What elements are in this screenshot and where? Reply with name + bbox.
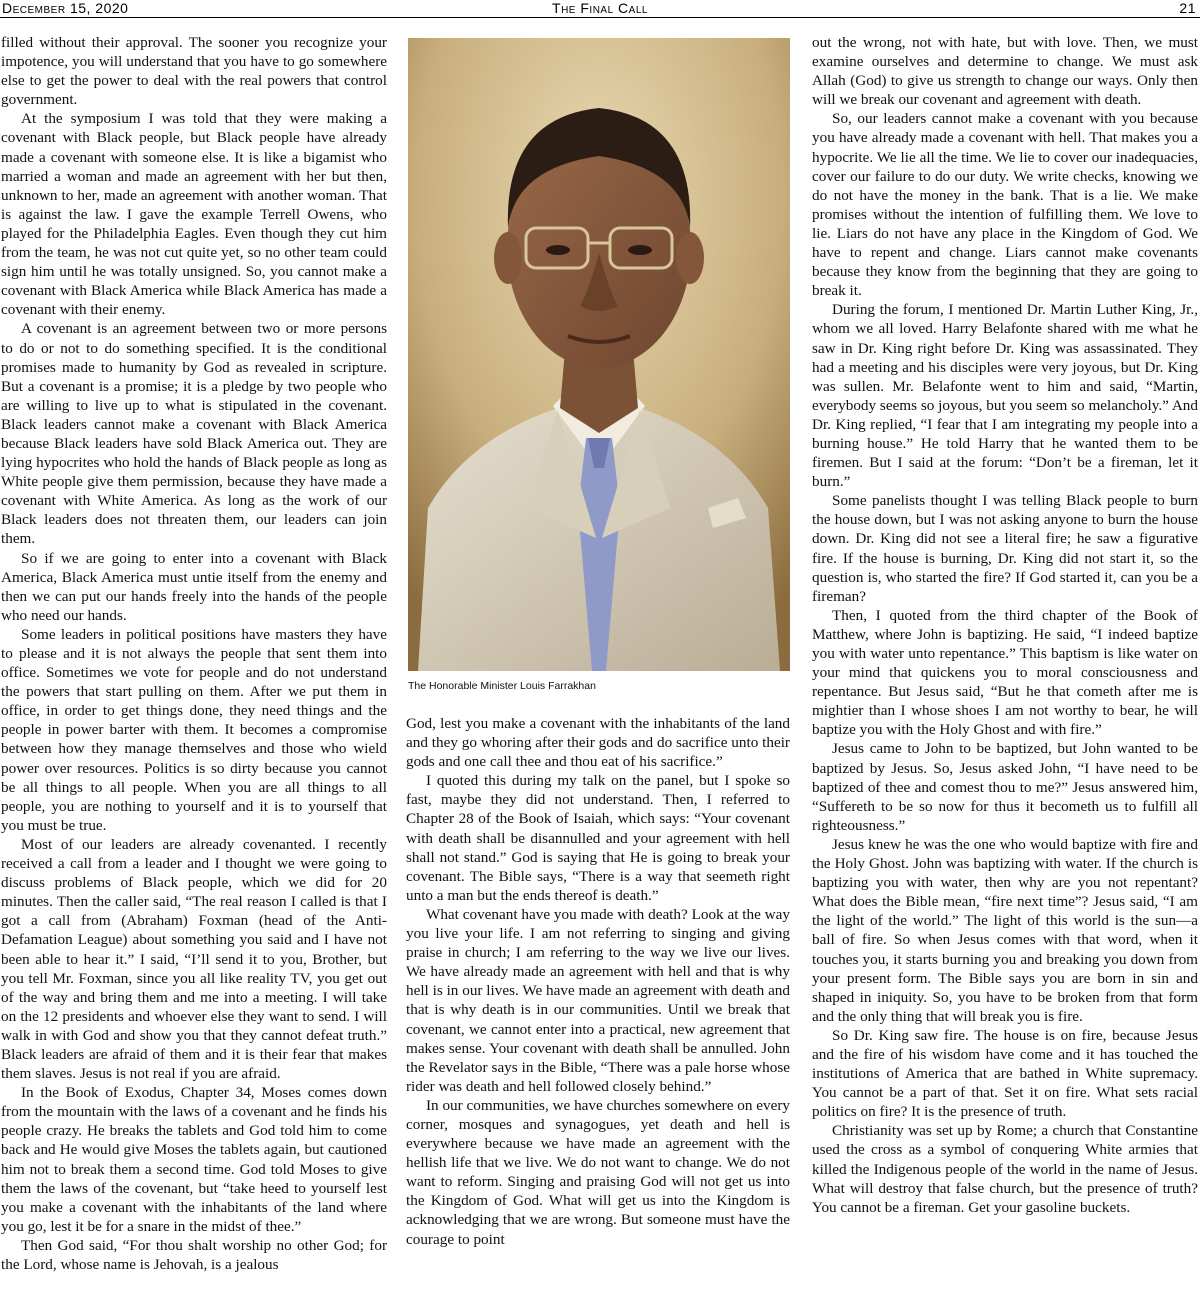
- paragraph: What covenant have you made with death? Look at the way you live your life. I am not referring to singing and giving praise in church; I am referring to the way we live our lives. We have already made an agreement with hell and that is why hell is in our lives. We have made an agreement with death and that is why death is in our communities. Until we break that covenant, we cannot enter into a practical, new agreement that makes sense. Your covenant with death shall be annulled. John the Revelator says in the Bible, “There was a pale horse whose rider was death and hell followed closely behind.”: [406, 905, 790, 1095]
- paragraph: Jesus knew he was the one who would baptize with fire and the Holy Ghost. John was baptizing with water. If the church is baptizing you with water, then why are you not repentant? What does the Bible mean, “fire next time”? Jesus said, “I am the light of the world.” The light of this world is the sun—a ball of fire. So when Jesus comes with that word, when it touches you, it starts burning you and breaking you down from your present form. The Bible says you are born in sin and shaped in iniquity. So, you have to be broken from that form and the only thing that will break you is fire.: [812, 835, 1198, 1025]
- paragraph: During the forum, I mentioned Dr. Martin Luther King, Jr., whom we all loved. Harry Belafonte shared with me what he saw in Dr. King right before Dr. King was assassinated. They had a meeting and his disciples were very joyous, but Dr. King was sullen. Mr. Belafonte went to him and said, “Martin, everybody seems so joyous, but you seem so melancholy.” And Dr. King replied, “I fear that I am integrating my people into a burning house.” He told Harry that he wanted them to be firemen. But I said at the forum: “Don’t be a fireman, let it burn.”: [812, 301, 1198, 491]
- paragraph: In our communities, we have churches somewhere on every corner, mosques and synagogues, yet death and hell is everywhere because we have made an agreement with the hellish life that we live. We do not want to change. We do not want to reform. Singing and praising God will not get us into the Kingdom of God. What will get us into the Kingdom is acknowledging that we are wrong. But someone must have the courage to point: [406, 1096, 790, 1248]
- issue-date: December 15, 2020: [2, 0, 129, 16]
- portrait-photo: [408, 38, 790, 671]
- article-column-1: [1, 33, 387, 1295]
- paragraph: filled without their approval. The sooner you recognize your impotence, you will understand that you have to go somewhere else to get the power to deal with the real powers that control government.: [1, 34, 387, 109]
- paragraph: God, lest you make a covenant with the inhabitants of the land and they go whoring after their gods and do sacrifice unto their gods and one call thee and thou eat of his sacrifice.”: [406, 715, 790, 771]
- paragraph: So, our leaders cannot make a covenant with you because you have already made a covenant with hell. That makes you a hypocrite. We lie all the time. We lie to cover our inadequacies, cover our failure to do our duty. We write checks, knowing we do not have the money in the bank. That is a lie. We make promises without the intention of fulfilling them. We love to lie. Liars do not have any place in the Kingdom of God. We have to repent and change. Liars cannot make covenants because they know from the beginning that they are going to break it.: [812, 110, 1198, 300]
- article-column-2: [406, 714, 790, 1298]
- page-number: 21: [1179, 0, 1196, 16]
- paragraph: Then, I quoted from the third chapter of the Book of Matthew, where John is baptizing. He said, “I indeed baptize you with water unto repentance.” This baptism is like water on your mind that quickens you to moral consciousness and repentance. But Jesus said, “But he that cometh after me is mightier than I whose shoes I am not worthy to bear, he will baptize you with the Holy Ghost and with fire.”: [812, 606, 1198, 739]
- paragraph: Most of our leaders are already covenanted. I recently received a call from a leader and I thought we were going to discuss problems of Black people, which we did for 20 minutes. Then the caller said, “The real reason I called is that I got a call from (Abraham) Foxman (head of the Anti-Defamation League) about something you said and I have not been able to hear it.” I said, “I’ll send it to you, Brother, but you tell Mr. Foxman, since you all like reality TV, you get out of the way and bring them and me into a meeting. I will take on the 12 presidents and whoever else they want to send. I will walk in with God and show you that they cannot defeat truth.” Black leaders are afraid of them and it is their fear that makes them slaves. Jesus is not real if you are afraid.: [1, 835, 387, 1083]
- paragraph: Christianity was set up by Rome; a church that Constantine used the cross as a symbol of conquering White armies that killed the Indigenous people of the world in the name of Jesus. What will destroy that false church, but the presence of truth? You cannot be a fireman. Get your gasoline buckets.: [812, 1122, 1198, 1216]
- publication-name: The Final Call: [552, 0, 648, 16]
- paragraph: A covenant is an agreement between two or more persons to do or not to do something specified. It is the conditional promises made to humanity by God as revealed in scripture. But a covenant is a promise; it is a pledge by two people who are willing to live up to what is stipulated in the covenant. Black leaders cannot make a covenant with Black America because Black leaders have sold Black America out. They are lying hypocrites who hold the hands of Black people as long as White people give them permission, because they have made a covenant with White America. As long as the work of our Black leaders does not threaten them, our leaders can join them.: [1, 320, 387, 548]
- paragraph: Jesus came to John to be baptized, but John wanted to be baptized by Jesus. So, Jesus asked John, “I have need to be baptized of thee and comest thou to me?” Jesus answered him, “Suffereth to be so now for thus it becometh us to fulfill all righteousness.”: [812, 740, 1198, 834]
- paragraph: In the Book of Exodus, Chapter 34, Moses comes down from the mountain with the laws of a covenant and he finds his people crazy. He breaks the tablets and God told him to come back and He would give Moses the tablets again, but cautioned him not to break them a second time. God told Moses to give them the laws of the covenant, but “take heed to yourself lest you make a covenant with the inhabitants of the land where you go, lest it be for a snare in the midst of thee.”: [1, 1084, 387, 1235]
- paragraph: So if we are going to enter into a covenant with Black America, Black America must untie itself from the enemy and then we can put our hands freely into the hands of the people who need our hands.: [1, 549, 387, 624]
- page-header: [0, 0, 1200, 18]
- paragraph: out the wrong, not with hate, but with love. Then, we must examine ourselves and determine to change. We must ask Allah (God) to give us strength to change our ways. Only then will we break our covenant and agreement with death.: [812, 34, 1198, 109]
- article-column-3: [812, 33, 1198, 1295]
- paragraph: I quoted this during my talk on the panel, but I spoke so fast, maybe they did not understand. Then, I referred to Chapter 28 of the Book of Isaiah, which says: “Your covenant with death shall be disannulled and your agreement with hell shall not stand.” God is saying that He is going to break your covenant. The Bible says, “There is a way that seemeth right unto a man but the ends thereof is death.”: [406, 772, 790, 904]
- paragraph: Then God said, “For thou shalt worship no other God; for the Lord, whose name is Jehovah, is a jealous: [1, 1236, 387, 1273]
- paragraph: At the symposium I was told that they were making a covenant with Black people, but Black people have already made a covenant with someone else. It is like a bigamist who married a woman and made an agreement with her but then, unknown to her, made an agreement with another woman. That is against the law. I gave the example Terrell Owens, who played for the Philadelphia Eagles. Even though they cut him from the team, he was not cut quite yet, so no other team could sign him until he was totally unsigned. So, you cannot make a covenant with Black America while Black America has made a covenant with their enemy.: [1, 110, 387, 319]
- paragraph: So Dr. King saw fire. The house is on fire, because Jesus and the fire of his wisdom have come and it has touched the institutions of America that are bathed in White supremacy. You cannot be a part of that. Set it on fire. What sets racial politics on fire? It is the presence of truth.: [812, 1026, 1198, 1121]
- photo-caption: The Honorable Minister Louis Farrakhan: [408, 680, 596, 692]
- paragraph: Some panelists thought I was telling Black people to burn the house down, but I was not asking anyone to burn the house down. Dr. King did not see a literal fire; he saw a figurative fire. If the house is burning, Dr. King did not start it, so the question is, who started the fire? If God started it, can you be a fireman?: [812, 492, 1198, 605]
- paragraph: Some leaders in political positions have masters they have to please and it is not always the people that sent them into office. Sometimes we vote for people and do not understand the powers that start pulling on them. After we put them in office, in order to get things done, they need things and the people in power barter with them. It becomes a compromise between how they manage themselves and those who wield power over resources. Politics is so dirty because you cannot be all things to all people. When you are all things to all people, you are nothing to yourself and it is to yourself that you must be true.: [1, 625, 387, 834]
